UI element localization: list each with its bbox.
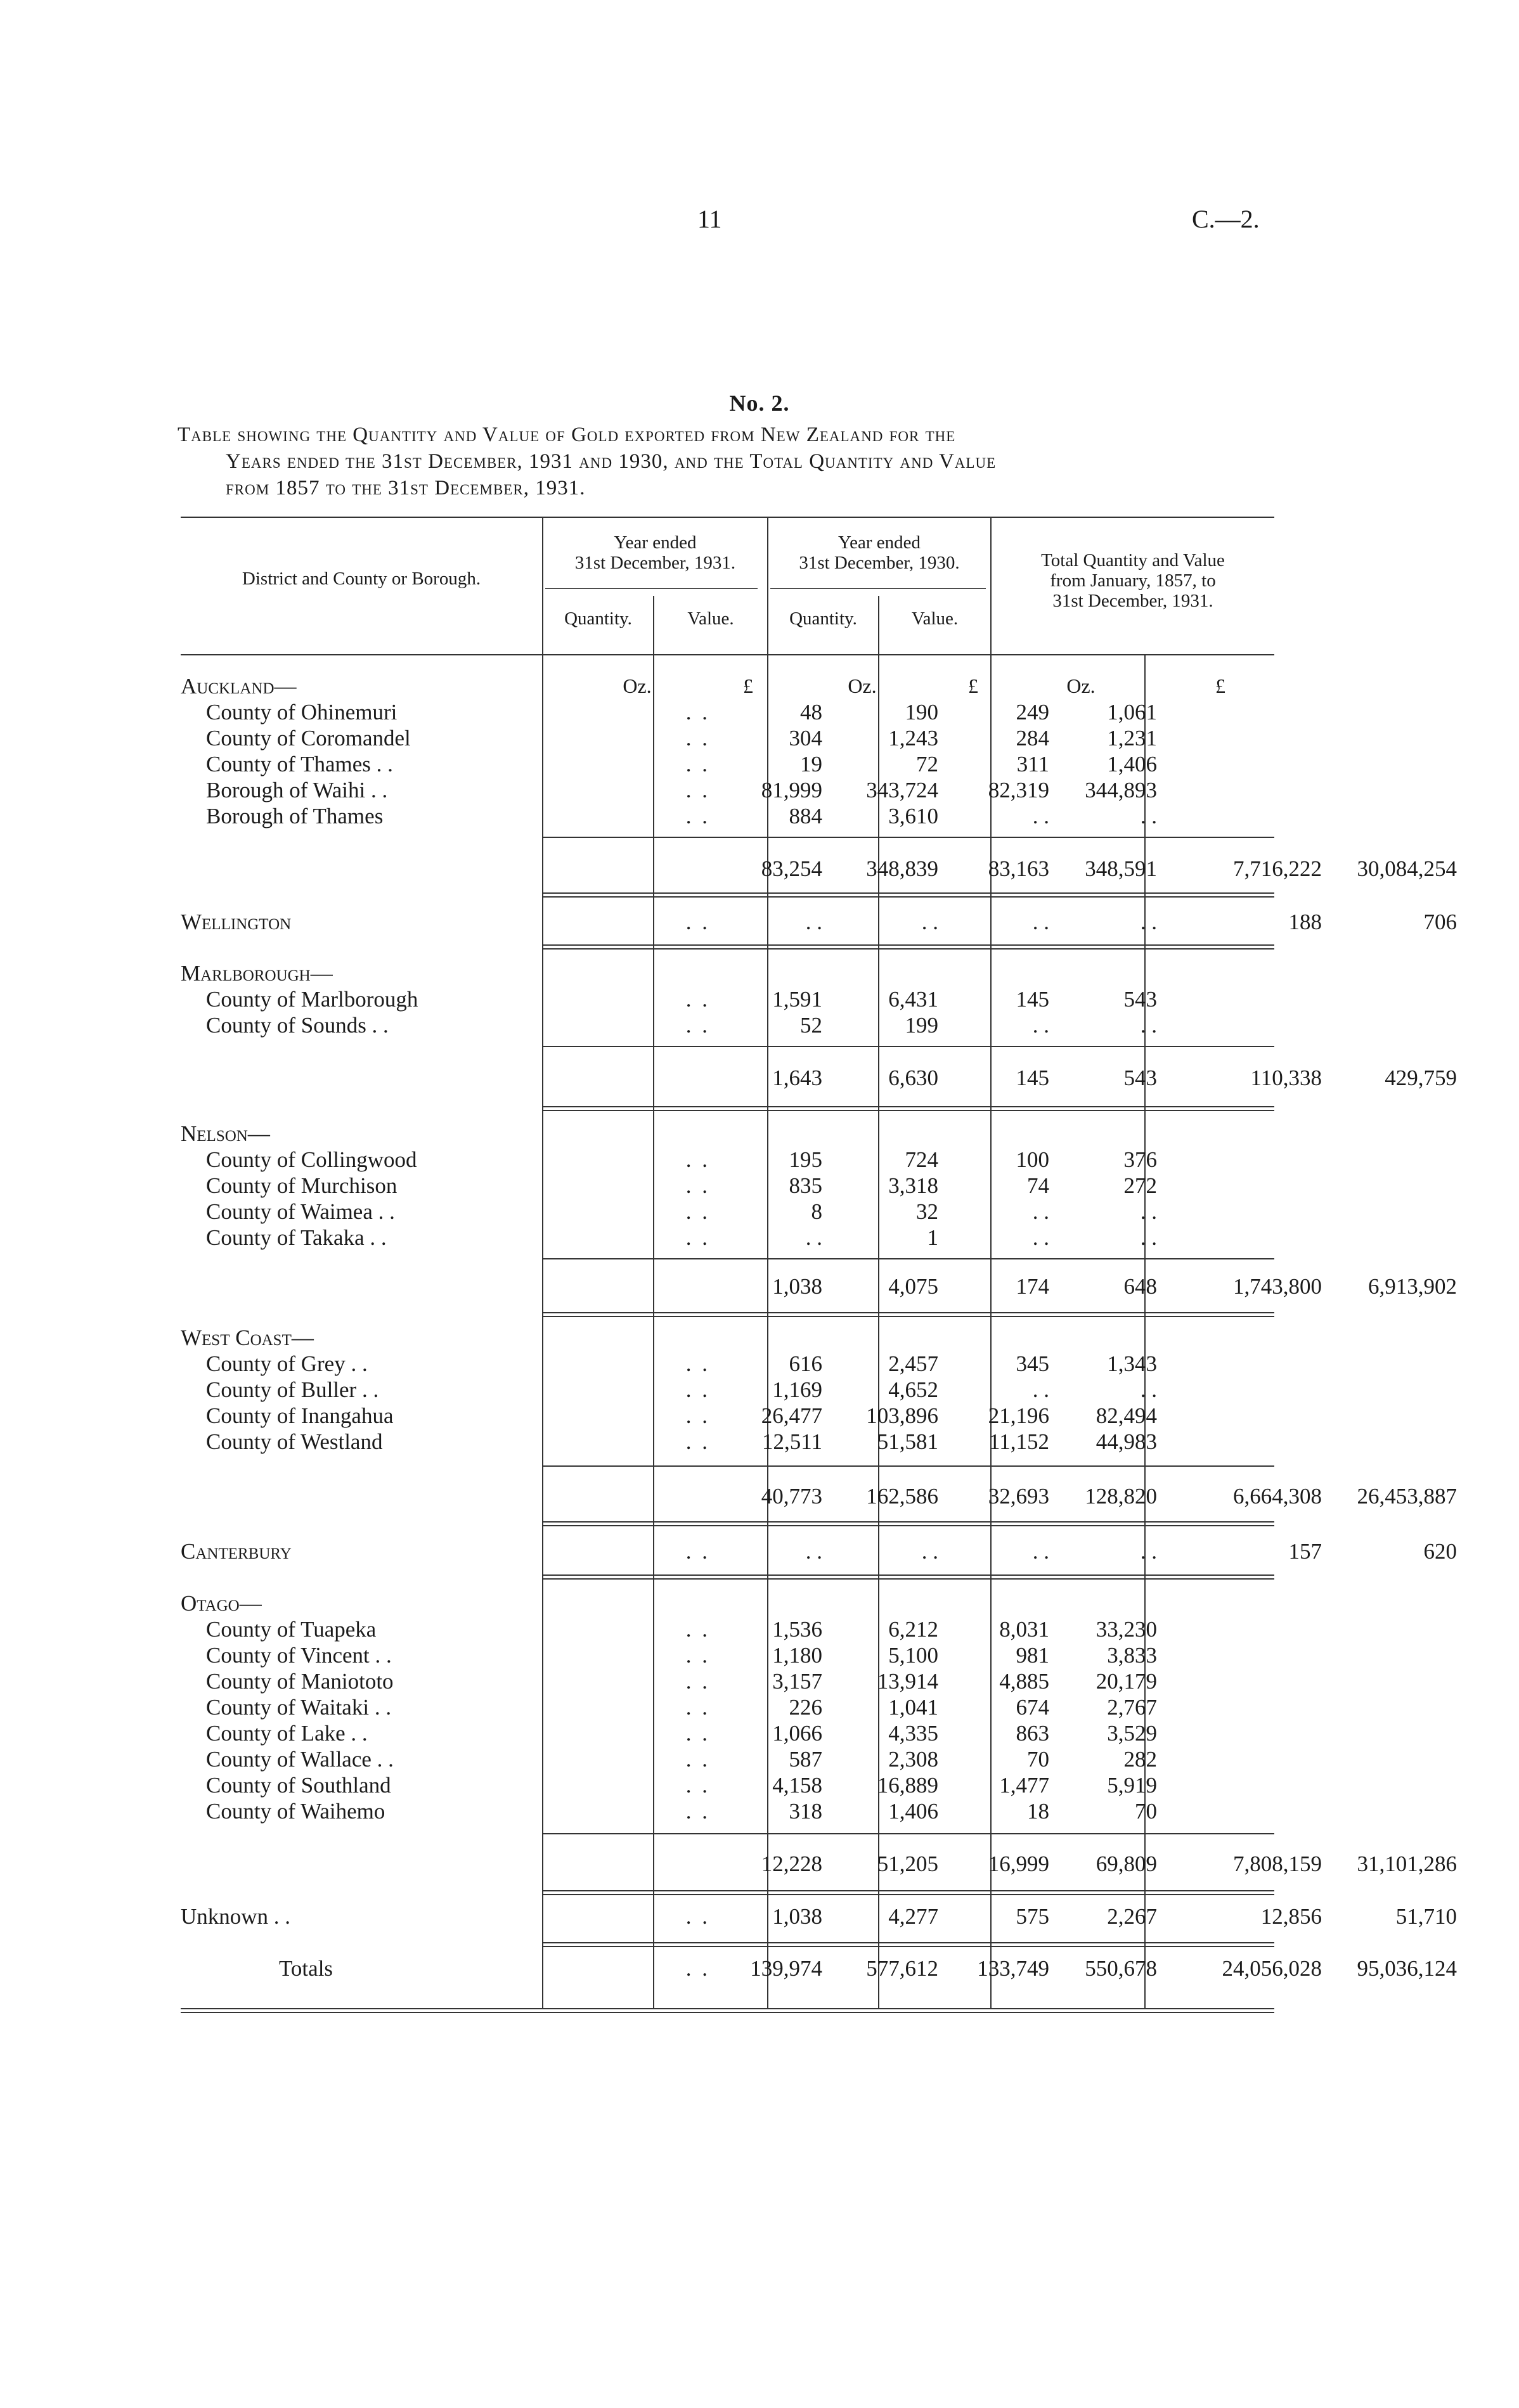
table-row <box>181 1173 1274 1199</box>
section-rule <box>543 944 1274 946</box>
cell-total-quantity: 12,856 <box>1260 1904 1322 1929</box>
header-total-line2: from January, 1857, to <box>1050 570 1216 591</box>
section-rule <box>543 1574 1274 1576</box>
subtotal-rule <box>543 1258 1274 1259</box>
cell-quantity-1931: 1,038 <box>772 1904 822 1929</box>
header-sub-rule <box>770 588 986 589</box>
table-row <box>181 725 1274 751</box>
cell-value-1931: 16,889 <box>877 1773 938 1798</box>
section-rule <box>543 1312 1274 1313</box>
row-label: County of Maniototo <box>206 1669 394 1694</box>
cell-value-1931: 2,457 <box>888 1351 938 1376</box>
region-wellington: Wellington <box>181 910 292 934</box>
cell-value-1931: 32 <box>916 1199 938 1224</box>
table-bottom-rule <box>181 2008 1274 2009</box>
section-rule <box>543 1525 1274 1526</box>
cell-value-1930: . . <box>1140 910 1157 934</box>
leader-dots: . . <box>685 726 710 750</box>
cell-value-1930: 44,983 <box>1096 1429 1157 1454</box>
table-row <box>181 1377 1274 1403</box>
leader-dots: . . <box>685 1773 710 1798</box>
cell-value-1930: 272 <box>1123 1173 1157 1198</box>
cell-quantity-1931: 8 <box>811 1199 822 1224</box>
unit-pound: £ <box>743 674 753 697</box>
cell-quantity-1930: . . <box>1032 1225 1049 1250</box>
table-row <box>181 699 1274 725</box>
row-label: County of Westland <box>206 1429 383 1454</box>
subtotal-rule <box>543 1833 1274 1834</box>
section-rule <box>543 892 1274 894</box>
cell-quantity-1931: . . <box>805 1225 822 1250</box>
unit-pound: £ <box>1215 674 1225 697</box>
row-label: County of Murchison <box>206 1173 398 1198</box>
cell-quantity-1930: . . <box>1032 804 1049 828</box>
header-year-1930-line1: Year ended <box>838 532 921 553</box>
cell-value-1931: 103,896 <box>866 1403 938 1428</box>
row-label: County of Collingwood <box>206 1147 417 1172</box>
subtotal-row <box>181 1851 1457 1877</box>
table-caption <box>178 422 1281 501</box>
cell-value-1931: . . <box>921 910 938 934</box>
cell-value-1931: 162,586 <box>866 1484 938 1509</box>
row-label: County of Ohinemuri <box>206 700 398 724</box>
cell-quantity-1930: 18 <box>1027 1799 1049 1824</box>
cell-value-1931: 724 <box>905 1147 938 1172</box>
cell-quantity-1931: 1,180 <box>772 1643 822 1668</box>
cell-quantity-1930: 674 <box>1016 1695 1049 1720</box>
row-label: Borough of Waihi . . <box>206 778 388 802</box>
leader-dots: . . <box>685 1695 710 1720</box>
cell-quantity-1931: 139,974 <box>750 1956 822 1981</box>
row-label: County of Wallace . . <box>206 1747 394 1772</box>
cell-value-1930: 348,591 <box>1085 856 1157 881</box>
leader-dots: . . <box>685 1747 710 1772</box>
subtotal-row <box>181 1273 1457 1299</box>
leader-dots: . . <box>685 1147 710 1172</box>
cell-value-1930: 2,767 <box>1107 1695 1157 1720</box>
cell-value-1931: 4,652 <box>888 1377 938 1402</box>
cell-value-1930: . . <box>1140 804 1157 828</box>
page-reference: C.—2. <box>1192 205 1260 233</box>
table-row <box>181 1616 1274 1642</box>
row-label: County of Vincent . . <box>206 1643 392 1668</box>
cell-quantity-1931: 1,038 <box>772 1274 822 1299</box>
row-label: County of Waihemo <box>206 1799 385 1824</box>
leader-dots: . . <box>685 1539 710 1564</box>
section-rule <box>543 1946 1274 1947</box>
table-row <box>181 751 1274 777</box>
table-row <box>181 777 1274 803</box>
cell-quantity-1931: 1,169 <box>772 1377 822 1402</box>
cell-value-1930: . . <box>1140 1199 1157 1224</box>
cell-quantity-1930: 311 <box>1016 752 1049 776</box>
cell-quantity-1930: 174 <box>1016 1274 1049 1299</box>
cell-quantity-1930: 863 <box>1016 1721 1049 1746</box>
cell-value-1930: . . <box>1140 1539 1157 1564</box>
cell-value-1930: 282 <box>1123 1747 1157 1772</box>
table-number: No. 2. <box>729 390 790 416</box>
leader-dots: . . <box>685 752 710 776</box>
cell-quantity-1931: 318 <box>789 1799 822 1824</box>
table-row <box>181 1225 1274 1251</box>
row-label: County of Thames . . <box>206 752 393 776</box>
header-year-1931-line1: Year ended <box>614 532 697 553</box>
table-row <box>181 803 1274 829</box>
cell-quantity-1931: 1,643 <box>772 1066 822 1090</box>
cell-value-1930: 82,494 <box>1096 1403 1157 1428</box>
cell-value-1931: 199 <box>905 1013 938 1038</box>
totals-label: Totals <box>279 1956 333 1981</box>
table-row <box>181 1012 1274 1038</box>
leader-dots: . . <box>685 1351 710 1376</box>
header-quantity-1930: Quantity. <box>789 608 857 629</box>
cell-value-1931: 5,100 <box>888 1643 938 1668</box>
cell-value-1930: 543 <box>1123 987 1157 1012</box>
header-total-line3: 31st December, 1931. <box>1052 591 1213 611</box>
cell-total-quantity: 110,338 <box>1250 1066 1322 1090</box>
row-label: County of Coromandel <box>206 726 411 750</box>
leader-dots: . . <box>685 1173 710 1198</box>
cell-value-1931: 13,914 <box>877 1669 938 1694</box>
cell-value-1930: 1,061 <box>1107 700 1157 724</box>
cell-value-1930: . . <box>1140 1225 1157 1250</box>
cell-total-quantity: 188 <box>1288 910 1322 934</box>
section-rule <box>543 896 1274 898</box>
leader-dots: . . <box>685 1429 710 1454</box>
cell-quantity-1931: 616 <box>789 1351 822 1376</box>
section-rule <box>543 948 1274 950</box>
section-rule <box>543 1106 1274 1107</box>
cell-quantity-1930: 70 <box>1027 1747 1049 1772</box>
leader-dots: . . <box>685 1956 710 1981</box>
cell-quantity-1931: 1,066 <box>772 1721 822 1746</box>
cell-value-1931: 51,205 <box>877 1851 938 1876</box>
cell-quantity-1930: 284 <box>1016 726 1049 750</box>
cell-value-1930: 1,406 <box>1107 752 1157 776</box>
cell-total-value: 706 <box>1423 910 1457 934</box>
cell-total-quantity: 1,743,800 <box>1233 1274 1322 1299</box>
leader-dots: . . <box>685 1199 710 1224</box>
row-label: County of Buller . . <box>206 1377 379 1402</box>
cell-quantity-1930: . . <box>1032 1013 1049 1038</box>
table-row <box>181 1325 1274 1351</box>
row-label: County of Waitaki . . <box>206 1695 392 1720</box>
subtotal-rule <box>543 837 1274 838</box>
cell-total-value: 51,710 <box>1395 1904 1457 1929</box>
header-total-line1: Total Quantity and Value <box>1041 550 1225 570</box>
table-row <box>181 1147 1274 1173</box>
cell-quantity-1931: 304 <box>789 726 822 750</box>
cell-value-1930: 1,343 <box>1107 1351 1157 1376</box>
cell-total-value: 620 <box>1423 1539 1457 1564</box>
cell-quantity-1930: 11,152 <box>989 1429 1049 1454</box>
cell-value-1931: 343,724 <box>866 778 938 802</box>
page-number: 11 <box>697 205 722 233</box>
header-year-1930 <box>768 532 990 573</box>
row-label: County of Inangahua <box>206 1403 394 1428</box>
cell-value-1931: . . <box>921 1539 938 1564</box>
region-auckland: Auckland— <box>181 674 297 699</box>
cell-value-1931: 190 <box>905 700 938 724</box>
table-row <box>181 1798 1274 1824</box>
table-row <box>181 1720 1274 1746</box>
cell-total-value: 26,453,887 <box>1357 1484 1457 1509</box>
cell-quantity-1930: 100 <box>1016 1147 1049 1172</box>
table-row <box>181 1668 1274 1694</box>
cell-quantity-1931: 12,511 <box>762 1429 822 1454</box>
subtotal-row <box>181 856 1457 882</box>
leader-dots: . . <box>685 1669 710 1694</box>
cell-value-1930: 550,678 <box>1085 1956 1157 1981</box>
cell-total-quantity: 6,664,308 <box>1233 1484 1322 1509</box>
cell-quantity-1931: 1,591 <box>772 987 822 1012</box>
cell-quantity-1930: 4,885 <box>999 1669 1049 1694</box>
leader-dots: . . <box>685 1013 710 1038</box>
cell-value-1931: 1,406 <box>888 1799 938 1824</box>
cell-value-1931: 4,335 <box>888 1721 938 1746</box>
row-label: Borough of Thames <box>206 804 384 828</box>
cell-quantity-1930: 345 <box>1016 1351 1049 1376</box>
region-west-coast: West Coast— <box>181 1325 314 1350</box>
cell-quantity-1931: 12,228 <box>761 1851 822 1876</box>
cell-total-value: 30,084,254 <box>1357 856 1457 881</box>
table-bottom-rule-2 <box>181 2012 1274 2013</box>
cell-quantity-1931: 52 <box>800 1013 822 1038</box>
cell-quantity-1930: 74 <box>1027 1173 1049 1198</box>
cell-value-1930: . . <box>1140 1013 1157 1038</box>
cell-value-1930: 648 <box>1123 1274 1157 1299</box>
cell-value-1930: 376 <box>1123 1147 1157 1172</box>
cell-value-1931: 6,630 <box>888 1066 938 1090</box>
leader-dots: . . <box>685 1617 710 1642</box>
section-rule <box>543 1110 1274 1111</box>
leader-dots: . . <box>685 1377 710 1402</box>
leader-dots: . . <box>685 778 710 802</box>
header-bottom-rule <box>181 654 1274 655</box>
subtotal-rule <box>543 1046 1274 1047</box>
cell-value-1930: 33,230 <box>1096 1617 1157 1642</box>
cell-quantity-1931: . . <box>805 910 822 934</box>
leader-dots: . . <box>685 987 710 1012</box>
table-row <box>181 960 1274 986</box>
cell-total-value: 6,913,902 <box>1368 1274 1457 1299</box>
cell-value-1930: 128,820 <box>1085 1484 1157 1509</box>
header-sub-rule <box>545 588 758 589</box>
table-row <box>181 1121 1274 1147</box>
section-rule <box>543 1578 1274 1580</box>
section-rule <box>543 1942 1274 1943</box>
cell-quantity-1931: 835 <box>789 1173 822 1198</box>
cell-value-1931: 4,277 <box>888 1904 938 1929</box>
caption-line-3: from 1857 to the 31st December, 1931. <box>226 477 586 499</box>
cell-quantity-1931: 3,157 <box>772 1669 822 1694</box>
cell-quantity-1930: 575 <box>1016 1904 1049 1929</box>
cell-value-1930: 1,231 <box>1107 726 1157 750</box>
header-year-1930-line2: 31st December, 1930. <box>799 553 960 573</box>
leader-dots: . . <box>685 1643 710 1668</box>
leader-dots: . . <box>685 1225 710 1250</box>
cell-quantity-1930: 1,477 <box>999 1773 1049 1798</box>
cell-value-1931: 577,612 <box>866 1956 938 1981</box>
cell-quantity-1931: 19 <box>800 752 822 776</box>
row-label: County of Takaka . . <box>206 1225 387 1250</box>
leader-dots: . . <box>685 700 710 724</box>
cell-quantity-1931: . . <box>805 1539 822 1564</box>
cell-quantity-1931: 26,477 <box>761 1403 822 1428</box>
cell-value-1931: 4,075 <box>888 1274 938 1299</box>
row-label: County of Southland <box>206 1773 391 1798</box>
table-row <box>181 1429 1274 1455</box>
header-total <box>992 550 1274 611</box>
header-value-1930: Value. <box>911 608 959 629</box>
subtotal-rule <box>543 1465 1274 1467</box>
row-label: County of Sounds . . <box>206 1013 389 1038</box>
section-rule <box>543 1890 1274 1891</box>
region-unknown: Unknown . . <box>181 1904 291 1929</box>
header-year-1931 <box>543 532 767 573</box>
cell-value-1930: 2,267 <box>1107 1904 1157 1929</box>
cell-total-quantity: 7,808,159 <box>1233 1851 1322 1876</box>
header-year-1931-line2: 31st December, 1931. <box>574 553 736 573</box>
table-row <box>181 1351 1274 1377</box>
cell-total-quantity: 157 <box>1288 1539 1322 1564</box>
unit-oz: Oz. <box>623 674 652 697</box>
cell-value-1931: 6,212 <box>888 1617 938 1642</box>
table-row <box>181 986 1274 1012</box>
cell-value-1931: 6,431 <box>888 987 938 1012</box>
caption-line-2: Years ended the 31st December, 1931 and 1930, and the Total Quantity and Value <box>226 450 997 473</box>
region-marlborough: Marlborough— <box>181 961 333 986</box>
region-otago: Otago— <box>181 1591 262 1616</box>
cell-total-quantity: 24,056,028 <box>1222 1956 1322 1981</box>
cell-quantity-1931: 40,773 <box>761 1484 822 1509</box>
cell-total-value: 31,101,286 <box>1357 1851 1457 1876</box>
cell-quantity-1930: 249 <box>1016 700 1049 724</box>
cell-value-1931: 72 <box>916 752 938 776</box>
row-label: County of Waimea . . <box>206 1199 395 1224</box>
cell-quantity-1930: . . <box>1032 1199 1049 1224</box>
row-label: County of Tuapeka <box>206 1617 377 1642</box>
unit-pound: £ <box>968 674 978 697</box>
region-canterbury: Canterbury <box>181 1539 292 1564</box>
table-row <box>181 1746 1274 1772</box>
cell-value-1931: 348,839 <box>866 856 938 881</box>
cell-quantity-1930: . . <box>1032 910 1049 934</box>
totals-row <box>181 1955 1457 1981</box>
cell-total-quantity: 7,716,222 <box>1233 856 1322 881</box>
table-row <box>181 1642 1274 1668</box>
cell-value-1931: 3,610 <box>888 804 938 828</box>
cell-value-1930: 344,893 <box>1085 778 1157 802</box>
cell-quantity-1930: 145 <box>1016 1066 1049 1090</box>
subtotal-row <box>181 1483 1457 1509</box>
header-value-1931: Value. <box>687 608 734 629</box>
table-top-rule <box>181 517 1274 518</box>
subtotal-row <box>181 1065 1457 1091</box>
cell-quantity-1930: . . <box>1032 1539 1049 1564</box>
table-row <box>181 1694 1274 1720</box>
cell-quantity-1930: 16,999 <box>988 1851 1049 1876</box>
cell-total-value: 95,036,124 <box>1357 1956 1457 1981</box>
cell-quantity-1931: 884 <box>789 804 822 828</box>
table-row <box>181 1590 1274 1616</box>
cell-quantity-1930: 133,749 <box>977 1956 1049 1981</box>
unit-oz: Oz. <box>848 674 877 697</box>
leader-dots: . . <box>685 804 710 828</box>
row-label: County of Marlborough <box>206 987 418 1012</box>
cell-quantity-1931: 81,999 <box>761 778 822 802</box>
cell-value-1931: 51,581 <box>877 1429 938 1454</box>
cell-value-1930: 3,529 <box>1107 1721 1157 1746</box>
row-label: County of Lake . . <box>206 1721 368 1746</box>
cell-value-1931: 1,243 <box>888 726 938 750</box>
row-label: County of Grey . . <box>206 1351 368 1376</box>
cell-quantity-1930: 981 <box>1016 1643 1049 1668</box>
cell-quantity-1931: 195 <box>789 1147 822 1172</box>
header-district: District and County or Borough. <box>242 569 481 589</box>
cell-value-1930: 3,833 <box>1107 1643 1157 1668</box>
leader-dots: . . <box>685 1403 710 1428</box>
cell-value-1931: 2,308 <box>888 1747 938 1772</box>
section-rule <box>543 1894 1274 1895</box>
region-nelson: Nelson— <box>181 1121 270 1146</box>
header-quantity-1931: Quantity. <box>564 608 632 629</box>
leader-dots: . . <box>685 910 710 934</box>
unit-oz: Oz. <box>1066 674 1096 697</box>
cell-value-1930: 20,179 <box>1096 1669 1157 1694</box>
cell-value-1930: 70 <box>1135 1799 1157 1824</box>
cell-value-1930: . . <box>1140 1377 1157 1402</box>
cell-quantity-1930: 32,693 <box>988 1484 1049 1509</box>
cell-value-1931: 1,041 <box>888 1695 938 1720</box>
table-row <box>181 1199 1274 1225</box>
leader-dots: . . <box>685 1799 710 1824</box>
leader-dots: . . <box>685 1904 710 1929</box>
table-row <box>181 1903 1457 1929</box>
cell-quantity-1930: 145 <box>1016 987 1049 1012</box>
caption-line-1: Table showing the Quantity and Value of Gold exported from New Zealand for the <box>178 423 956 446</box>
cell-quantity-1930: 8,031 <box>999 1617 1049 1642</box>
table-row <box>181 1403 1274 1429</box>
cell-quantity-1931: 83,254 <box>761 856 822 881</box>
cell-quantity-1931: 226 <box>789 1695 822 1720</box>
cell-quantity-1930: 82,319 <box>988 778 1049 802</box>
cell-quantity-1930: . . <box>1032 1377 1049 1402</box>
cell-quantity-1930: 21,196 <box>988 1403 1049 1428</box>
table-row <box>181 909 1457 935</box>
table-row <box>181 1772 1274 1798</box>
cell-total-value: 429,759 <box>1385 1066 1457 1090</box>
cell-quantity-1930: 83,163 <box>988 856 1049 881</box>
units-row <box>181 673 1274 699</box>
cell-value-1930: 5,919 <box>1107 1773 1157 1798</box>
cell-quantity-1931: 587 <box>789 1747 822 1772</box>
cell-value-1931: 1 <box>927 1225 938 1250</box>
cell-quantity-1931: 4,158 <box>772 1773 822 1798</box>
leader-dots: . . <box>685 1721 710 1746</box>
cell-value-1930: 543 <box>1123 1066 1157 1090</box>
cell-value-1930: 69,809 <box>1096 1851 1157 1876</box>
cell-value-1931: 3,318 <box>888 1173 938 1198</box>
table-row <box>181 1538 1457 1564</box>
cell-quantity-1931: 1,536 <box>772 1617 822 1642</box>
cell-quantity-1931: 48 <box>800 700 822 724</box>
section-rule <box>543 1521 1274 1523</box>
section-rule <box>543 1316 1274 1317</box>
